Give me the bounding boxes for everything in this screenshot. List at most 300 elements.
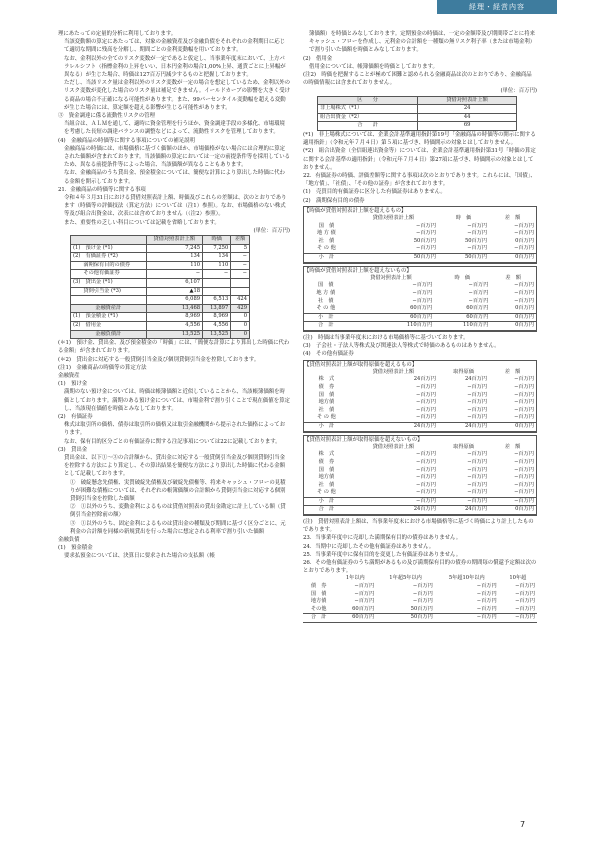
table-cell: −百万円 bbox=[514, 297, 534, 304]
note: (＊2) 貸出金に対応する一般貸倒引当金及び個別貸倒引当金を控除しております。 bbox=[58, 356, 260, 363]
table-row bbox=[71, 261, 250, 270]
table-row bbox=[304, 282, 536, 290]
table-cell: −百万円 bbox=[467, 451, 488, 458]
table-cell bbox=[231, 287, 250, 296]
table-cell: −百万円 bbox=[467, 230, 488, 237]
table-cell: −百万円 bbox=[415, 458, 436, 465]
subheading: 金融負債 bbox=[58, 537, 80, 544]
other-securities-box-above bbox=[303, 360, 537, 433]
table-cell: −百万円 bbox=[415, 399, 436, 406]
table-cell: 金融負債計 bbox=[71, 330, 147, 339]
table-cell: −百万円 bbox=[467, 406, 488, 413]
table-cell: 0 bbox=[231, 330, 250, 339]
table-cell: 地 方 債 bbox=[316, 289, 336, 296]
table-cell: 13,468 bbox=[146, 304, 203, 313]
table-cell: −百万円 bbox=[515, 590, 535, 597]
table-cell: 110 bbox=[203, 261, 231, 270]
table-cell: 24百万円 bbox=[464, 376, 488, 383]
table-cell: 貸倒引当金 (*3) bbox=[71, 287, 147, 296]
held-to-maturity-box-below bbox=[303, 266, 537, 332]
table-cell: −百万円 bbox=[412, 590, 433, 597]
table-cell: 国 債 bbox=[318, 222, 335, 229]
table-cell: 社 債 bbox=[318, 297, 334, 304]
note: (*2) 組合出資金（全信組連出資金等）については、企業会計基準適用指針第31号「時価の算定に関する会計基準の適用指針」（令和元年７月４日）第27項に基づき、時価開示の対象とはしておりません。 bbox=[303, 148, 536, 171]
table-header: 貸借対照表計上額 bbox=[370, 274, 412, 281]
note: (注) 時価は当事業年度末における市場価格等に基づいております。 bbox=[303, 334, 469, 341]
table-cell: 金融資産計 bbox=[71, 304, 147, 313]
table-cell: 134 bbox=[146, 253, 203, 262]
table-cell: −百万円 bbox=[415, 406, 436, 413]
table-cell: 8,969 bbox=[203, 313, 231, 322]
paragraph: ② ①以外のうち、変動金利によるものは貸借対照表の貸出金勘定に計上している額（貸倒引当金控除前の額） bbox=[70, 504, 286, 519]
table-cell: 組合出資金（*2） bbox=[318, 113, 418, 122]
table-cell: −百万円 bbox=[515, 598, 535, 605]
table-header: 1年以内 bbox=[345, 575, 365, 582]
table-cell: 6,107 bbox=[146, 279, 203, 288]
paragraph: 当組合は、ＡＬＭを通して、適時に資金管理を行うほか、資金調達手段の多様化、市場環境を考慮した長短の調達バランスの調整などによって、流動性リスクを管理しております。 bbox=[64, 121, 285, 136]
table-cell: 424 bbox=[231, 296, 250, 305]
table-cell: 110百万円 bbox=[434, 322, 490, 331]
table-cell: 13,525 bbox=[203, 330, 231, 339]
table-cell: 24 bbox=[418, 105, 517, 114]
table-header: 時価 bbox=[203, 236, 231, 245]
table-cell: −百万円 bbox=[412, 598, 433, 605]
table-cell: −百万円 bbox=[499, 614, 537, 623]
table-cell: 地方債 bbox=[318, 474, 335, 481]
table-cell: 50百万円 bbox=[349, 254, 438, 263]
paragraph: なお、金利以外の全てのリスク変数が一定であると仮定し、当事業年度末において、上方パラレルシフト（指標金利の上昇をいい、日本円金利の場合1,00%上昇、通貨ごとに上昇幅が異なる）が生じた場合、時価は127百万円減少するものと把握しております。 bbox=[64, 55, 286, 79]
subheading: (2) 有価証券 bbox=[58, 414, 93, 421]
table-cell: そ の 他 bbox=[316, 489, 336, 496]
table-cell: ▲18 bbox=[146, 287, 203, 296]
table-row bbox=[304, 459, 536, 467]
table-cell: −百万円 bbox=[514, 458, 534, 465]
paragraph: 金融商品の時価には、市場価格に基づく価額のほか、市場価格がない場合には合理的に算定された価額が含まれております。当該価額の算定においては一定の前提条件等を採用しているため、異なる前提条件等によった場合、当該価額が異なることもあります。 bbox=[64, 145, 290, 169]
table-cell: − bbox=[231, 261, 250, 270]
table-cell: 50百万円 bbox=[438, 254, 489, 263]
table-cell: 小 計 bbox=[304, 313, 348, 322]
other-securities-box-below bbox=[303, 435, 537, 517]
table-cell: −百万円 bbox=[415, 489, 436, 496]
table-cell: −百万円 bbox=[515, 605, 535, 612]
table-cell: そ の 他 bbox=[316, 414, 336, 421]
table-cell: 満期保有目的の債券 bbox=[71, 261, 147, 270]
table-header: 貸借対照表計上額 bbox=[418, 96, 517, 105]
table-cell: 8,969 bbox=[146, 313, 203, 322]
table-cell: −百万円 bbox=[514, 282, 534, 289]
table-cell: 株 式 bbox=[318, 451, 335, 458]
paragraph: 24．当期中に売却したその他有価証券はありません。 bbox=[303, 543, 435, 550]
table-row bbox=[304, 254, 536, 263]
table-cell: −百万円 bbox=[467, 222, 488, 229]
table-cell: 0百万円 bbox=[515, 237, 534, 244]
table-cell: −百万円 bbox=[349, 497, 438, 506]
subheading: (1) 預け金 bbox=[58, 381, 88, 388]
subheading: (3) 貸出金 bbox=[58, 446, 88, 453]
table-header: 差 額 bbox=[504, 368, 521, 375]
table-cell: −百万円 bbox=[467, 414, 488, 421]
paragraph: 貸出金は、以下①〜③の合計額から、貸出金に対応する一般貸倒引当金及び個別貸倒引当金を控除する方法により算定し、その算出結果を簡便な方法により算出した時価に代わる金額として記載しております。 bbox=[64, 455, 286, 478]
table-cell: −百万円 bbox=[514, 414, 534, 421]
table-cell: −百万円 bbox=[514, 222, 534, 229]
table-cell: −百万円 bbox=[412, 282, 433, 289]
section-header: 経理・経営内容 bbox=[437, 0, 557, 14]
table-row bbox=[304, 392, 536, 400]
table-cell: 50百万円 bbox=[410, 605, 433, 612]
subheading: (3) 子会社・子法人等株式及び関連法人等株式で時価のあるものはありません。 bbox=[303, 343, 500, 350]
box-title: 【貸借対照表計上額が取得原価を超えるもの】 bbox=[304, 361, 418, 368]
table-cell: −百万円 bbox=[468, 282, 489, 289]
unit-label: (単位：百万円) bbox=[500, 88, 537, 95]
note: (*1) 非上場株式については、企業会計基準適用指針第19号「金融商品の時価等の開示に関する適用指針」（令和元年７月４日）第５項に基づき、時価開示の対象とはしておりません。 bbox=[303, 132, 536, 147]
table-cell: −百万円 bbox=[354, 590, 375, 597]
unit-label: (単位：百万円) bbox=[253, 227, 290, 234]
table-cell: 債 券 bbox=[310, 583, 327, 590]
table-cell: − bbox=[203, 270, 231, 279]
right-column bbox=[303, 30, 537, 623]
table-cell: −百万円 bbox=[467, 466, 488, 473]
paragraph: 理にあたっての定量的分析に利用しております。 bbox=[58, 31, 177, 37]
table-cell: 0百万円 bbox=[489, 422, 536, 431]
table-cell: (1) 預け金 (*1) bbox=[71, 244, 147, 253]
table-cell: −百万円 bbox=[438, 497, 489, 506]
table-row bbox=[304, 422, 536, 431]
subheading: (4) その他有価証券 bbox=[303, 351, 354, 358]
table-cell: −百万円 bbox=[514, 406, 534, 413]
paragraph: 株式は取引所の価格、債券は取引所の価格又は取引金融機関から提示された価格によっております。 bbox=[64, 422, 286, 437]
table-row bbox=[71, 330, 250, 339]
box-title: 【時価が貸借対照表計上額を超えるもの】 bbox=[304, 207, 407, 214]
table-row bbox=[71, 270, 250, 279]
table-header-row bbox=[303, 575, 537, 583]
table-cell: −百万円 bbox=[514, 466, 534, 473]
table-cell: 6,513 bbox=[203, 296, 231, 305]
table-cell: その他有価証券 bbox=[71, 270, 147, 279]
subheading: (2) 借用金 bbox=[303, 55, 333, 62]
table-header: 貸借対照表計上額 bbox=[372, 215, 415, 222]
table-cell: 0 bbox=[231, 322, 250, 331]
table-cell: −百万円 bbox=[415, 414, 436, 421]
table-cell: 60百万円 bbox=[410, 305, 433, 312]
table-header: 差 額 bbox=[504, 215, 521, 222]
table-row bbox=[304, 305, 536, 313]
paragraph: 簿価額）を時価とみなしております。定期預金の時価は、一定の金額帯及び期間帯ごとに将来キャッシュ・フローを作成し、元利金の合計額を一種類の無リスク利子率（または市場金利）で割り引いた価額を時価とみなしております。 bbox=[309, 31, 536, 54]
table-cell: − bbox=[231, 270, 250, 279]
left-column bbox=[58, 30, 290, 561]
table-row bbox=[304, 451, 536, 459]
table-row bbox=[303, 598, 537, 606]
table-cell: −百万円 bbox=[415, 222, 436, 229]
table-cell: 地 方 債 bbox=[316, 230, 336, 237]
table-row bbox=[71, 287, 250, 296]
paragraph: ① 破綻懸念先債権、実質破綻先債権及び破綻先債権等、将来キャッシュ・フローの見積りが困難な債権については、それぞれの帳簿価額の合計額から貸倒引当金に対応する個別貸倒引当金を控除した価額 bbox=[70, 479, 286, 503]
table-cell: −百万円 bbox=[354, 583, 375, 590]
table-cell: (1) 預金積金 (*1) bbox=[71, 313, 147, 322]
paragraph: なお、保有目的区分ごとの有価証券に関する注記事項については22に記載しております。 bbox=[64, 438, 281, 445]
table-cell: −百万円 bbox=[354, 598, 375, 605]
table-cell: 合 計 bbox=[304, 506, 349, 515]
table-header: 差額 bbox=[231, 236, 250, 245]
table-header: 貸借対照表計上額 bbox=[372, 368, 415, 375]
table-row bbox=[304, 489, 536, 497]
table-cell: −百万円 bbox=[514, 289, 534, 296]
table-cell: そ の 他 bbox=[316, 305, 336, 312]
table-header: 貸借対照表計上額 bbox=[372, 443, 415, 450]
table-row bbox=[304, 506, 536, 515]
table-cell bbox=[203, 279, 231, 288]
table-cell: −百万円 bbox=[412, 297, 433, 304]
redemption-table bbox=[303, 575, 537, 623]
paragraph: 満期のない預け金については、時価は帳簿価額と近似していることから、当該帳簿価額を時価としております。満期のある預け金については、市場金利で割り引くことで現在価値を算定し、当該現在価値を時価とみなしております。 bbox=[64, 389, 290, 412]
table-header bbox=[304, 215, 349, 223]
table-cell: 60百万円 bbox=[348, 313, 435, 322]
table-cell: −百万円 bbox=[415, 391, 436, 398]
table-cell: 社 債 bbox=[318, 481, 335, 488]
table-cell bbox=[71, 296, 147, 305]
table-cell: そ の 他 bbox=[316, 245, 336, 252]
paragraph: ただし、当該リスク量は金利以外のリスク変数が一定の場合を想定しているため、金利以外のリスク変数が変化した場合のリスク量は補足できません。イールドカーブの影響を大きく受ける商品の場合不正確になる可能性があります。また、99パーセンタイル変動幅を超える変動が生じた場合には、算定額を超える影響が生じる可能性があります。 bbox=[64, 80, 290, 111]
table-cell: −百万円 bbox=[468, 289, 489, 296]
table-cell: 社 債 bbox=[318, 406, 335, 413]
table-row bbox=[303, 606, 537, 614]
paragraph: 25．当事業年度中に保有目的を変更した有価証券はありません。 bbox=[303, 551, 462, 558]
table-cell: 地方債 bbox=[318, 399, 335, 406]
held-to-maturity-box-above bbox=[303, 206, 537, 264]
box-title: 【貸借対照表計上額が取得原価を超えないもの】 bbox=[304, 436, 423, 443]
box-table bbox=[304, 275, 536, 331]
table-cell: (2) 有価証券 (*2) bbox=[71, 253, 147, 262]
table-cell: −百万円 bbox=[468, 297, 489, 304]
paragraph: また、重要性の乏しい科目については記載を省略しております。 bbox=[64, 219, 220, 226]
table-cell bbox=[231, 279, 250, 288]
table-row bbox=[304, 322, 536, 331]
subheading: ③ 資金調達に係る流動性リスクの管理 bbox=[58, 113, 155, 120]
table-cell: 7,245 bbox=[146, 244, 203, 253]
box-table bbox=[304, 444, 536, 515]
table-cell: −百万円 bbox=[415, 466, 436, 473]
table-cell: 合 計 bbox=[318, 122, 418, 131]
paragraph: ③ ①以外のうち、固定金利によるものは貸出金の種類及び期間に基づく区分ごとに、元利金の合計額を同様の新規貸出を行った場合に想定される利率で割り引いた価額 bbox=[70, 520, 286, 535]
table-row bbox=[71, 304, 250, 313]
table-cell: 110 bbox=[146, 261, 203, 270]
section-heading: 22．有価証券の時価、評価差額等に関する事項は次のとおりであります。これらには、「国債」、「地方債」、「社債」、「その他の証券」が含まれております。 bbox=[303, 173, 536, 188]
table-cell: 合 計 bbox=[303, 614, 334, 623]
table-cell: −百万円 bbox=[514, 451, 534, 458]
table-cell: −百万円 bbox=[467, 489, 488, 496]
table-cell: −百万円 bbox=[415, 230, 436, 237]
paragraph: 26．その他有価証券のうち満期があるもの及び満期保有目的の債券の期間毎の償還予定額は次のとおりであります。 bbox=[303, 560, 537, 575]
page-number: 7 bbox=[520, 820, 526, 829]
subheading: (1) 預金積金 bbox=[58, 545, 93, 552]
table-cell: −百万円 bbox=[467, 391, 488, 398]
table-header: 差 額 bbox=[504, 443, 521, 450]
table-cell: −百万円 bbox=[476, 598, 497, 605]
table-cell: 60百万円 bbox=[466, 305, 489, 312]
table-cell: 5 bbox=[231, 244, 250, 253]
table-row bbox=[304, 399, 536, 407]
table-cell: −百万円 bbox=[412, 289, 433, 296]
table-cell: −百万円 bbox=[415, 474, 436, 481]
table-row bbox=[304, 467, 536, 475]
table-cell: 50百万円 bbox=[413, 237, 436, 244]
table-cell: 429 bbox=[231, 304, 250, 313]
table-cell bbox=[203, 287, 231, 296]
table-header: 時 価 bbox=[454, 274, 471, 281]
note: (＊1) 預け金、貸出金、及び預金積金の「時価」には、「簡便な計算により算出した時価に代わる金額」が含まれております。 bbox=[58, 340, 290, 355]
table-cell: 24百万円 bbox=[349, 506, 438, 515]
table-cell: 134 bbox=[203, 253, 231, 262]
table-cell: − bbox=[146, 270, 203, 279]
table-cell: 小 計 bbox=[304, 422, 349, 431]
table-header: 10年超 bbox=[509, 575, 527, 582]
table-row bbox=[71, 279, 250, 288]
table-header bbox=[71, 236, 147, 245]
table-cell: −百万円 bbox=[476, 590, 497, 597]
table-cell: −百万円 bbox=[514, 376, 534, 383]
table-cell: 24百万円 bbox=[349, 422, 438, 431]
table-cell: 13,525 bbox=[146, 330, 203, 339]
table-cell: 非上場株式（*1） bbox=[318, 105, 418, 114]
table-header bbox=[303, 575, 334, 583]
note: (注1) 金融商品の時価等の算定方法 bbox=[58, 364, 147, 371]
paragraph: 23．当事業年度中に売却した満期保有目的の債券はありません。 bbox=[303, 535, 462, 542]
table-row bbox=[318, 113, 517, 122]
table-cell: 60百万円 bbox=[434, 313, 490, 322]
table-cell: −百万円 bbox=[514, 245, 534, 252]
table-cell: −百万円 bbox=[514, 399, 534, 406]
table-cell: −百万円 bbox=[435, 614, 499, 623]
box-table bbox=[304, 215, 536, 263]
table-cell: (2) 借用金 bbox=[71, 322, 147, 331]
table-cell: 地方債 bbox=[310, 598, 327, 605]
table-row bbox=[304, 376, 536, 384]
table-cell: −百万円 bbox=[415, 481, 436, 488]
table-row bbox=[318, 105, 517, 114]
table-cell: −百万円 bbox=[514, 383, 534, 390]
table-cell: 小 計 bbox=[304, 497, 349, 506]
table-cell: 69 bbox=[418, 122, 517, 131]
table-cell: − bbox=[231, 253, 250, 262]
table-cell: −百万円 bbox=[467, 481, 488, 488]
note: (注2) 時価を把握することが極めて困難と認められる金融商品は次のとおりであり、金融商品の時価情報には含まれておりません。 bbox=[303, 72, 532, 87]
paragraph: 要求払預金については、決算日に要求された場合の支払額（帳 bbox=[64, 553, 215, 560]
table-cell: 0百万円 bbox=[490, 322, 536, 331]
table-row bbox=[304, 497, 536, 506]
table-cell: −百万円 bbox=[415, 451, 436, 458]
table-cell: 4,556 bbox=[203, 322, 231, 331]
table-cell: 13,897 bbox=[203, 304, 231, 313]
table-cell: −百万円 bbox=[476, 605, 497, 612]
table-cell: −百万円 bbox=[514, 489, 534, 496]
table-cell: −百万円 bbox=[467, 383, 488, 390]
table-cell: 社 債 bbox=[318, 237, 335, 244]
table-cell: −百万円 bbox=[514, 391, 534, 398]
table-cell: 110百万円 bbox=[348, 322, 435, 331]
table-cell: −百万円 bbox=[514, 481, 534, 488]
table-row bbox=[304, 230, 536, 238]
note: (注) 貸借対照表計上額は、当事業年度末における市場価格等に基づく時価により計上したものであります。 bbox=[303, 519, 534, 534]
table-cell: (3) 貸出金 (*1) bbox=[71, 279, 147, 288]
subheading: (4) 金融商品の時価等に関する事項についての補足説明 bbox=[58, 137, 195, 144]
table-row bbox=[318, 122, 517, 131]
table-row bbox=[304, 313, 536, 322]
table-cell: −百万円 bbox=[489, 497, 536, 506]
table-cell: 債 券 bbox=[318, 458, 335, 465]
table-cell: 0百万円 bbox=[490, 313, 536, 322]
table-row bbox=[71, 296, 250, 305]
table-cell: 60百万円 bbox=[334, 614, 376, 623]
table-cell: 50百万円 bbox=[376, 614, 435, 623]
box-table bbox=[304, 369, 536, 432]
table-cell: 合 計 bbox=[304, 322, 348, 331]
paragraph: 令和４年３月31日における貸借対照表計上額、時価及びこれらの差額は、次のとおりであります（時価等の評価技法（算定方法）については（注1）参照）。なお、市場価格のない株式等及び組合出資金は、次表には含めておりません（（注2）参照）。 bbox=[64, 195, 287, 218]
table-row bbox=[71, 253, 250, 262]
paragraph: 当該変動額の算定にあたっては、対象の金融資産及び金融負債をそれぞれの金利期日に応じて適切な期間に残高を分解し、期間ごとの金利変動幅を用いております。 bbox=[64, 39, 286, 54]
table-row bbox=[71, 244, 250, 253]
table-cell: 7,250 bbox=[203, 244, 231, 253]
fair-value-table bbox=[70, 235, 250, 339]
table-cell: 24百万円 bbox=[438, 506, 489, 515]
table-cell: その他 bbox=[310, 605, 327, 612]
table-header: 取得原価 bbox=[453, 443, 474, 450]
table-row bbox=[304, 474, 536, 482]
table-header: 区 分 bbox=[318, 96, 418, 105]
table-row bbox=[304, 290, 536, 298]
table-cell: −百万円 bbox=[467, 458, 488, 465]
table-cell: 24百万円 bbox=[438, 422, 489, 431]
table-header-row bbox=[304, 215, 536, 223]
table-row bbox=[304, 414, 536, 422]
table-row bbox=[304, 245, 536, 253]
table-header: 取得原価 bbox=[453, 368, 474, 375]
table-cell: −百万円 bbox=[412, 583, 433, 590]
table-cell: −百万円 bbox=[476, 583, 497, 590]
table-row bbox=[71, 313, 250, 322]
table-cell: 24百万円 bbox=[413, 376, 436, 383]
table-cell: −百万円 bbox=[467, 399, 488, 406]
table-cell: 国 債 bbox=[318, 391, 335, 398]
table-row bbox=[303, 614, 537, 623]
table-cell: −百万円 bbox=[514, 474, 534, 481]
table-cell: 債 券 bbox=[318, 383, 335, 390]
table-cell: −百万円 bbox=[467, 474, 488, 481]
paragraph: 借用金については、帳簿価額を時価としております。 bbox=[309, 63, 438, 70]
table-header: 差 額 bbox=[505, 274, 521, 281]
table-cell: 国 債 bbox=[318, 466, 335, 473]
table-cell: 0百万円 bbox=[515, 305, 534, 312]
table-cell: 0 bbox=[231, 313, 250, 322]
table-cell: 0百万円 bbox=[489, 254, 536, 263]
table-cell: 44 bbox=[418, 113, 517, 122]
table-header: 貸借対照表計上額 bbox=[146, 236, 203, 245]
table-cell: 50百万円 bbox=[464, 237, 488, 244]
table-cell: 60百万円 bbox=[352, 605, 375, 612]
table-cell: 0百万円 bbox=[489, 506, 536, 515]
unlisted-table bbox=[317, 96, 517, 131]
table-cell: 4,556 bbox=[146, 322, 203, 331]
table-cell: −百万円 bbox=[415, 383, 436, 390]
table-header: 時 価 bbox=[455, 215, 472, 222]
table-cell: 国 債 bbox=[318, 282, 334, 289]
table-cell: 株 式 bbox=[318, 376, 335, 383]
table-cell: 6,089 bbox=[146, 296, 203, 305]
paragraph: なお、金融商品のうち貸出金、預金積金については、簡便な計算により算出した時価に代わる金額を開示しております。 bbox=[64, 170, 285, 185]
table-row bbox=[71, 322, 250, 331]
table-cell: 国 債 bbox=[310, 590, 327, 597]
section-heading: 21．金融商品の時価等に関する事項 bbox=[58, 186, 146, 193]
table-cell: −百万円 bbox=[467, 245, 488, 252]
table-row bbox=[304, 384, 536, 392]
